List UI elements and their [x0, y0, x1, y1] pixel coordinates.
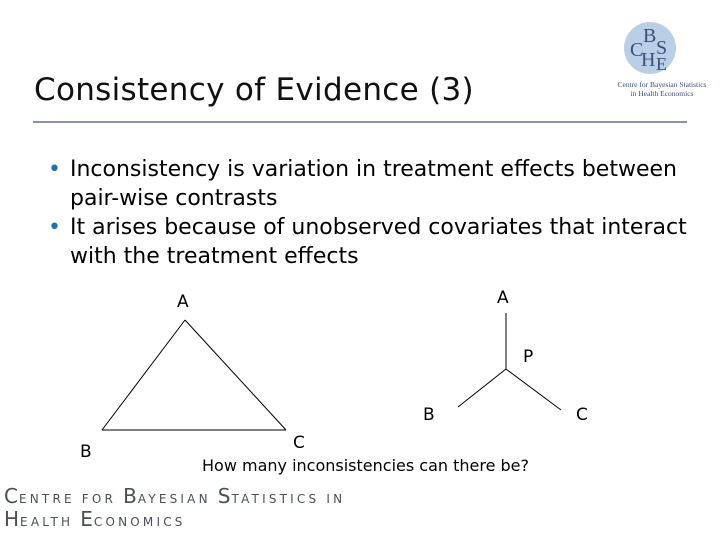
footer-cap: B — [123, 484, 138, 508]
bullet-dot-icon: • — [48, 157, 61, 182]
star-label-b: B — [423, 405, 435, 425]
logo-letter-h: H — [641, 49, 656, 71]
star-label-a: A — [497, 288, 509, 308]
footer-cap: C — [4, 484, 19, 508]
footer-cap: H — [4, 507, 21, 531]
star-edge-pb — [458, 369, 506, 407]
logo-letter-b: B — [643, 25, 657, 47]
triangle-label-a: A — [177, 292, 189, 312]
footer-text: ENTRE FOR — [18, 492, 124, 506]
bullet-text: Inconsistency is variation in treatment effects between pair-wise contrasts — [70, 157, 677, 211]
triangle-label-c: C — [293, 433, 305, 453]
bullet-dot-icon: • — [48, 215, 61, 240]
logo-subtitle-line2: in Health Economics — [630, 89, 694, 98]
footer-text: AYESIAN — [137, 492, 218, 506]
footer-line2 — [4, 509, 345, 532]
footer-text: EALTH — [20, 515, 81, 529]
footer-cap: S — [217, 484, 232, 508]
footer-brand — [4, 486, 345, 532]
question-text: How many inconsistencies can there be? — [202, 456, 530, 475]
triangle-diagram — [102, 320, 286, 430]
logo-letter-s: S — [656, 37, 668, 59]
star-diagram — [458, 313, 561, 410]
triangle-label-b: B — [80, 442, 92, 462]
star-label-p: P — [523, 347, 534, 367]
logo-letter-c: C — [630, 39, 644, 61]
footer-text: CONOMICS — [93, 515, 186, 529]
logo-letter-e: E — [656, 54, 667, 74]
triangle-edge-ac — [185, 320, 286, 430]
bullet-text: It arises because of unobserved covariates that interact with the treatment effects — [70, 215, 687, 269]
triangle-edge-ab — [102, 320, 185, 430]
slide-title: Consistency of Evidence (3) — [34, 72, 474, 108]
logo-subtitle-line1: Centre for Bayesian Statistics — [617, 80, 707, 89]
footer-text: TATISTICS IN — [231, 492, 346, 506]
footer-line1 — [4, 486, 345, 509]
star-label-c: C — [576, 405, 588, 425]
footer-cap: E — [80, 507, 94, 531]
star-edge-pc — [506, 369, 561, 410]
